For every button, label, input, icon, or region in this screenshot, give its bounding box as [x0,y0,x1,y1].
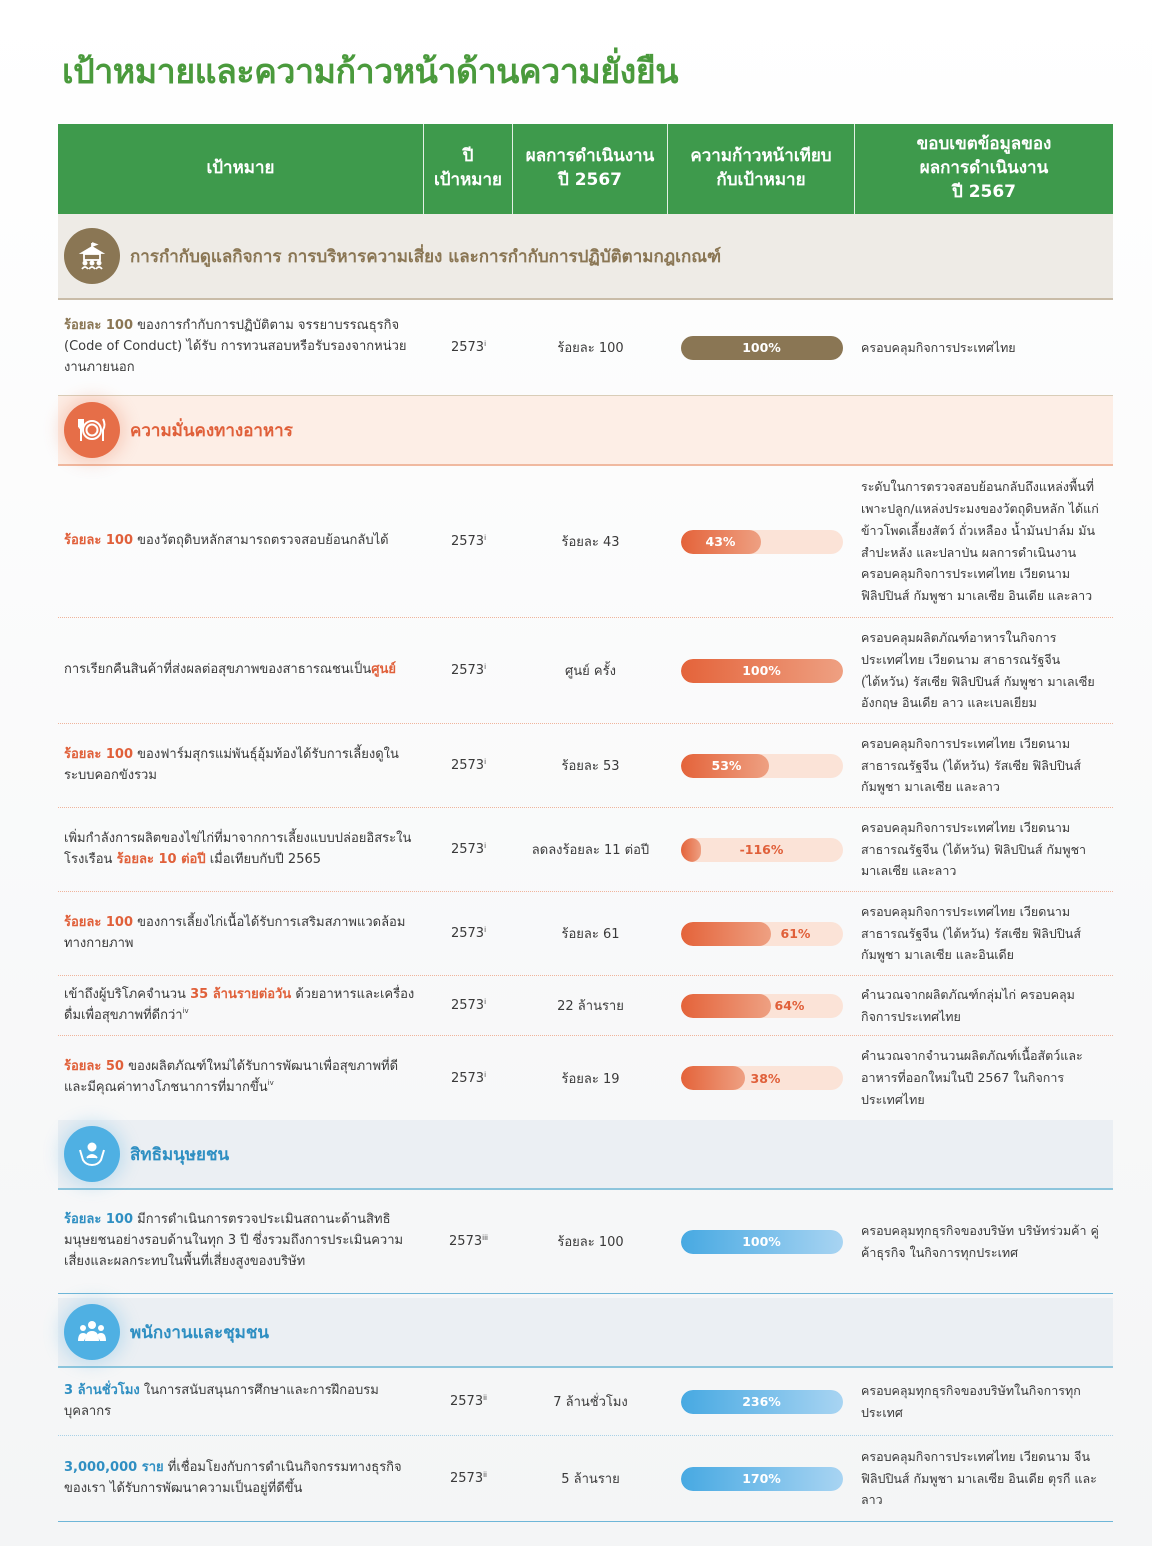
progress-cell [668,1467,855,1491]
table-row [58,1436,1113,1522]
scope-text: ครอบคลุมกิจการประเทศไทย เวียดนาม สาธารณรัฐจีน (ไต้หวัน) ฟิลิปปินส์ กัมพูชา มาเลเซีย และลาว [861,819,1087,879]
progress-bar: 100% [681,659,843,683]
section-title: พนักงานและชุมชน [130,1322,269,1343]
group-people-icon [64,1304,120,1360]
scope-text: ครอบคลุมทุกธุรกิจของบริษัทในกิจการทุกประเทศ [861,1382,1081,1420]
progress-cell [668,336,855,360]
target-year: 2573$^i$ [450,758,487,773]
section-food-security [58,396,1113,466]
result-value: 22 ล้านราย [557,999,624,1014]
goal-text: 3 ล้านชั่วโมง ในการสนับสนุนการศึกษาและการฝึกอบรมบุคลากร [64,1382,379,1419]
scope-text: ระดับในการตรวจสอบย้อนกลับถึงแหล่งพื้นที่เพาะปลูก/แหล่งประมงของวัตถุดิบหลัก ได้แก่ ข้าวโพดเลี้ยงสัตว์ ถั่วเหลือง น้ำมันปาล์ม มันสำปะหลัง และปลาป่น ผลการดำเนินงานครอบคลุมกิจการประเทศไทย เวียดนาม ฟิลิปปินส์ กัมพูชา มาเลเซีย อินเดีย และลาว [861,478,1099,604]
section-human-rights [58,1120,1113,1190]
target-year: 2573$^i$ [450,1070,487,1086]
scope-text: ครอบคลุมกิจการประเทศไทย เวียดนาม สาธารณรัฐจีน (ไต้หวัน) รัสเซีย ฟิลิปปินส์ กัมพูชา มาเลเซีย และลาว [861,735,1081,795]
header-target-year: ปี เป้าหมาย [424,124,513,214]
target-year: 2573$^i$ [450,340,487,355]
progress-cell [668,659,855,683]
goal-text: ร้อยละ 100 ของวัตถุดิบหลักสามารถตรวจสอบย้อนกลับได้ [64,533,389,549]
table-row [58,1036,1113,1120]
goal-text: ร้อยละ 50 ของผลิตภัณฑ์ใหม่ได้รับการพัฒนาเพื่อสุขภาพที่ดีและมีคุณค่าทางโภชนาการที่มากขึ้น$^{iv}$ [64,1059,399,1095]
scope-text: ครอบคลุมผลิตภัณฑ์อาหารในกิจการประเทศไทย เวียดนาม สาธารณรัฐจีน (ไต้หวัน) รัสเซีย ฟิลิปปินส์ กัมพูชา มาเลเซีย อังกฤษ อินเดีย ลาว และเบลเยียม [861,629,1095,711]
scope-text: คำนวณจากจำนวนผลิตภัณฑ์เนื้อสัตว์และอาหารที่ออกใหม่ในปี 2567 ในกิจการประเทศไทย [861,1048,1083,1107]
progress-cell [668,994,855,1018]
section-title: การกำกับดูแลกิจการ การบริหารความเสี่ยง และการกำกับการปฏิบัติตามกฎเกณฑ์ [130,246,722,267]
section-employees-community [58,1298,1113,1368]
progress-cell [668,838,855,862]
header-result: ผลการดำเนินงาน ปี 2567 [513,124,668,214]
progress-cell [668,1066,855,1090]
table-row [58,892,1113,976]
header-goal: เป้าหมาย [58,124,424,214]
section-title: ความมั่นคงทางอาหาร [130,420,293,441]
building-people-icon [64,228,120,284]
table-row [58,1190,1113,1294]
progress-bar: 236% [681,1390,843,1414]
header-scope: ขอบเขตข้อมูลของ ผลการดำเนินงาน ปี 2567 [916,134,1052,202]
result-value: ร้อยละ 53 [561,759,620,774]
table-row [58,724,1113,808]
target-year: 2573$^i$ [450,534,487,549]
scope-text: คำนวณจากผลิตภัณฑ์กลุ่มไก่ ครอบคลุมกิจการประเทศไทย [861,986,1075,1024]
plate-cutlery-icon [64,402,120,458]
target-year: 2573$^{iii}$ [449,1234,488,1249]
table-row [58,466,1113,618]
progress-bar: -116% [681,838,843,862]
result-value: ร้อยละ 43 [561,535,620,550]
scope-text: ครอบคลุมกิจการประเทศไทย เวียดนาม สาธารณรัฐจีน (ไต้หวัน) รัสเซีย ฟิลิปปินส์ กัมพูชา มาเลเซีย และอินเดีย [861,903,1081,963]
progress-cell [668,530,855,554]
header-progress: ความก้าวหน้าเทียบ กับเป้าหมาย [668,124,855,214]
target-year: 2573$^{ii}$ [450,1394,487,1409]
target-year: 2573$^i$ [450,926,487,941]
result-value: 5 ล้านราย [561,1472,620,1487]
table-row [58,1368,1113,1436]
progress-bar: 170% [681,1467,843,1491]
result-value: ศูนย์ ครั้ง [565,664,616,679]
goal-text: เพิ่มกำลังการผลิตของไข่ไก่ที่มาจากการเลี้ยงแบบปล่อยอิสระในโรงเรือน ร้อยละ 10 ต่อปี เมื่อเทียบกับปี 2565 [64,830,412,867]
result-value: ลดลงร้อยละ 11 ต่อปี [531,843,650,858]
target-year: 2573$^i$ [450,663,487,678]
result-value: ร้อยละ 61 [561,927,620,942]
scope-text: ครอบคลุมกิจการประเทศไทย เวียดนาม จีน ฟิลิปปินส์ กัมพูชา มาเลเซีย อินเดีย ตุรกี และลาว [861,1448,1097,1508]
page-title: เป้าหมายและความก้าวหน้าด้านความยั่งยืน [62,52,678,92]
goal-text: เข้าถึงผู้บริโภคจำนวน 35 ล้านรายต่อวัน ด้วยอาหารและเครื่องดื่มเพื่อสุขภาพที่ดีกว่า$^{iv}$ [64,986,415,1023]
goal-text: ร้อยละ 100 ของการเลี้ยงไก่เนื้อได้รับการเสริมสภาพแวดล้อมทางกายภาพ [64,914,406,951]
progress-fill [681,1066,745,1090]
progress-cell [668,1390,855,1414]
progress-bar: 38% [681,1066,843,1090]
goal-text: ร้อยละ 100 ของฟาร์มสุกรแม่พันธุ์อุ้มท้องได้รับการเลี้ยงดูในระบบคอกขังรวม [64,746,399,783]
scope-text: ครอบคลุมกิจการประเทศไทย [861,339,1016,355]
table-row [58,618,1113,724]
progress-bar: 100% [681,1230,843,1254]
target-year: 2573$^i$ [450,998,487,1013]
progress-bar: 53% [681,754,843,778]
progress-bar: 64% [681,994,843,1018]
progress-bar: 100% [681,336,843,360]
progress-cell [668,922,855,946]
table-row [58,808,1113,892]
table-row [58,976,1113,1036]
hands-person-icon [64,1126,120,1182]
goals-table [58,124,1113,1522]
table-header [58,124,1113,214]
goal-text: 3,000,000 ราย ที่เชื่อมโยงกับการดำเนินกิจกรรมทางธุรกิจของเรา ได้รับการพัฒนาความเป็นอยู่ที่ดีขึ้น [64,1459,402,1496]
section-governance [58,214,1113,300]
progress-fill [681,922,771,946]
goal-text: การเรียกคืนสินค้าที่ส่งผลต่อสุขภาพของสาธารณชนเป็นศูนย์ [64,662,397,678]
table-row [58,300,1113,396]
section-title: สิทธิมนุษยชน [130,1144,230,1165]
result-value: 7 ล้านชั่วโมง [553,1395,628,1410]
scope-text: ครอบคลุมทุกธุรกิจของบริษัท บริษัทร่วมค้า คู่ค้าธุรกิจ ในกิจการทุกประเทศ [861,1222,1099,1260]
target-year: 2573$^i$ [450,842,487,857]
progress-cell [668,1230,855,1254]
progress-fill [681,994,771,1018]
result-value: ร้อยละ 100 [557,1235,624,1250]
goal-text: ร้อยละ 100 มีการดำเนินการตรวจประเมินสถานะด้านสิทธิมนุษยชนอย่างรอบด้านในทุก 3 ปี ซึ่งรวมถึงการประเมินความเสี่ยงและผลกระทบในพื้นที่เสี่ยงสูงของบริษัท [64,1212,404,1269]
progress-bar: 61% [681,922,843,946]
goal-text: ร้อยละ 100 ของการกำกับการปฏิบัติตาม จรรยาบรรณธุรกิจ (Code of Conduct) ได้รับ การทวนสอบหรือรับรองจากหน่วยงานภายนอก [64,318,407,375]
result-value: ร้อยละ 19 [561,1071,620,1087]
result-value: ร้อยละ 100 [557,341,624,356]
progress-cell [668,754,855,778]
target-year: 2573$^{ii}$ [450,1471,487,1486]
progress-bar: 43% [681,530,843,554]
